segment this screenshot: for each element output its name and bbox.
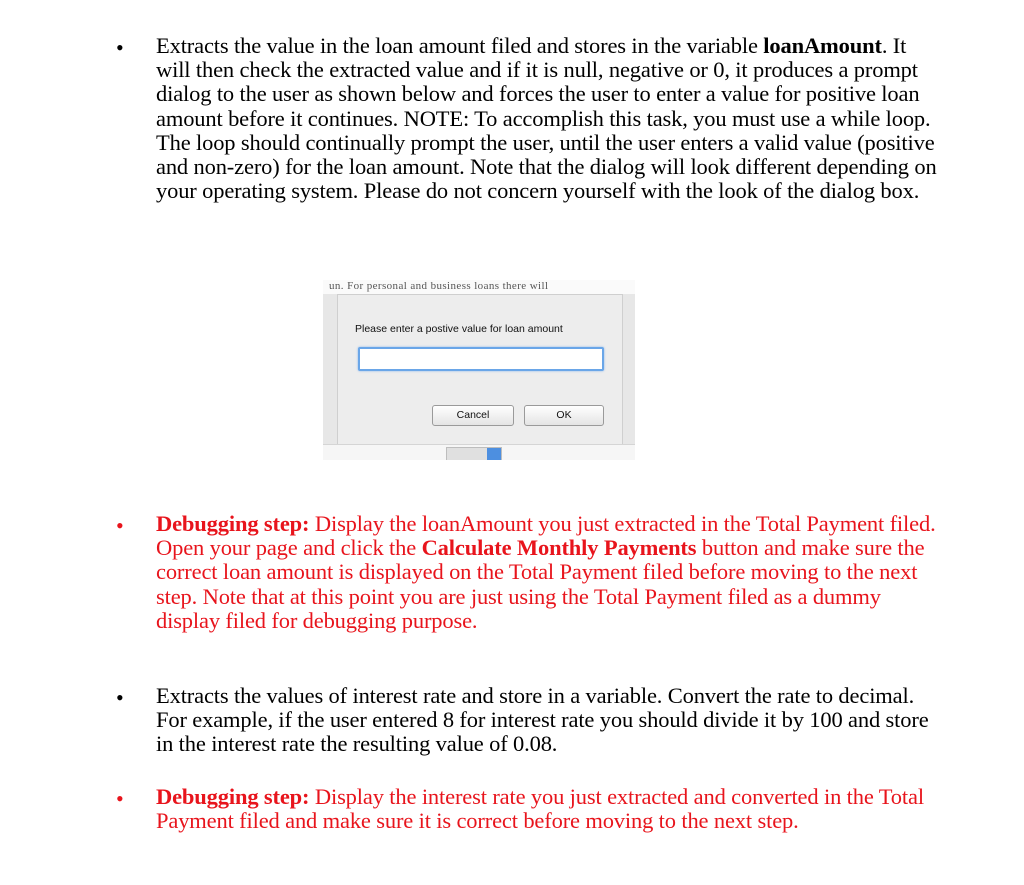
p4-seg-1: Debugging step:	[156, 784, 310, 809]
p2-seg-4: button and make sure the correct loan amount is displayed on the Total Payment filed before moving to the next step. Note that at this point you are just using the Total Payment filed as a dummy display filed for debugging purpose.	[156, 535, 925, 633]
background-form-strip	[323, 444, 635, 460]
p2-seg-3: Calculate Monthly Payments	[421, 535, 697, 561]
dialog-prompt-text: Please enter a postive value for loan amount	[355, 323, 563, 335]
paragraph-3	[156, 684, 946, 757]
p2-seg-2: Display the loanAmount you just extracted in the Total Payment filed. Open your page and click the	[156, 511, 936, 561]
background-document-text: un. For personal and business loans there will	[323, 280, 635, 294]
select-arrow-icon	[487, 448, 501, 460]
background-select	[446, 447, 502, 460]
right-background-edge	[621, 294, 635, 460]
bullet-3: •	[116, 685, 124, 710]
paragraph-1	[156, 34, 946, 203]
paragraph-2	[156, 512, 946, 633]
loan-amount-input[interactable]	[358, 347, 604, 371]
p1-seg-2: loanAmount	[763, 33, 882, 58]
bullet-2: •	[116, 513, 124, 538]
prompt-dialog	[337, 294, 623, 446]
p1-seg-1: Extracts the value in the loan amount filed and stores in the variable	[156, 33, 764, 58]
p4-seg-2: Display the interest rate you just extracted and converted in the Total Payment filed and make sure it is correct before moving to the next step.	[156, 784, 924, 834]
paragraph-4	[156, 785, 946, 833]
prompt-dialog-screenshot	[323, 280, 635, 460]
left-background-edge	[323, 294, 337, 460]
p2-seg-1: Debugging step:	[156, 511, 310, 536]
bullet-1: •	[116, 35, 124, 60]
cancel-button[interactable]: Cancel	[432, 405, 514, 426]
ok-button[interactable]: OK	[524, 405, 604, 426]
p1-seg-3: . It will then check the extracted value and if it is null, negative or 0, it produces a prompt dialog to the user as shown below and forces the user to enter a value for positive loan amount before it continues. NOTE: To accomplish this task, you must use a while loop. The loop should continually prompt the user, until the user enters a valid value (positive and non-zero) for the loan amount. Note that the dialog will look different depending on your operating system. Please do not concern yourself with the look of the dialog box.	[156, 33, 937, 204]
p3-seg-1: Extracts the values of interest rate and store in a variable. Convert the rate to decimal. For example, if the user entered 8 for interest rate you should divide it by 100 and store in the interest rate the resulting value of 0.08.	[156, 683, 929, 757]
bullet-4: •	[116, 786, 124, 811]
